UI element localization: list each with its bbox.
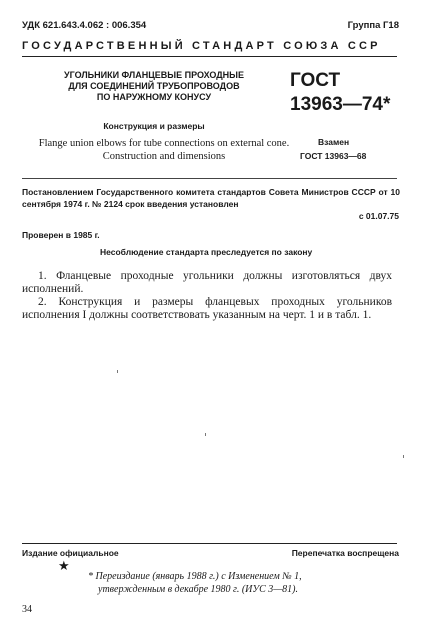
replaces-gost: ГОСТ 13963—68 [300,151,367,161]
bottom-rule [22,543,397,544]
state-standard-heading: ГОСУДАРСТВЕННЫЙ СТАНДАРТ СОЮЗА ССР [22,40,381,52]
official-edition: Издание официальное [22,548,119,558]
scan-speck [205,433,206,436]
reissue-line-2: утвержденным в декабре 1980 г. (ИУС 3—81). [98,584,298,595]
decree-text: Постановлением Государственного комитета стандартов Совета Министров СССР от 10 сентября 1974 г. № 2124 срок введения установлен [22,187,400,209]
document-subtitle: Конструкция и размеры [103,121,205,131]
reissue-note [88,570,400,596]
reprint-prohibited: Перепечатка воспрещена [291,548,399,558]
page-number: 34 [22,604,32,615]
en-title-line-2: Construction and dimensions [102,151,226,162]
document-title-ru [48,70,260,103]
top-rule [22,56,397,57]
en-title-line-1: Flange union elbows for tube connections on external cone. [38,138,290,149]
gost-label: ГОСТ [290,70,341,91]
scan-speck [403,455,404,458]
paragraph-2: 2. Конструкция и размеры фланцевых проходных угольников исполнения I должны соответствовать указанным на черт. 1 и в табл. 1. [22,296,392,321]
law-note: Несоблюдение стандарта преследуется по закону [100,247,313,257]
star-icon: ★ [58,558,70,573]
gost-number: 13963—74* [290,94,391,115]
group-code: Группа Г18 [347,20,399,31]
paragraph-1: 1. Фланцевые проходные угольники должны изготовляться двух исполнений. [22,270,392,295]
title-line-2: ДЛЯ СОЕДИНЕНИЙ ТРУБОПРОВОДОВ [68,81,240,91]
scan-speck [117,370,118,373]
replaces-label: Взамен [318,137,350,147]
reviewed-note: Проверен в 1985 г. [22,230,100,240]
title-line-1: УГОЛЬНИКИ ФЛАНЦЕВЫЕ ПРОХОДНЫЕ [63,70,244,80]
reissue-line-1: * Переиздание (январь 1988 г.) с Изменением № 1, [88,571,302,582]
title-line-3: ПО НАРУЖНОМУ КОНУСУ [96,92,212,102]
document-title-en [22,137,306,163]
middle-rule [22,178,397,179]
effective-date: с 01.07.75 [358,211,399,221]
udk-code: УДК 621.643.4.062 : 006.354 [22,20,147,31]
